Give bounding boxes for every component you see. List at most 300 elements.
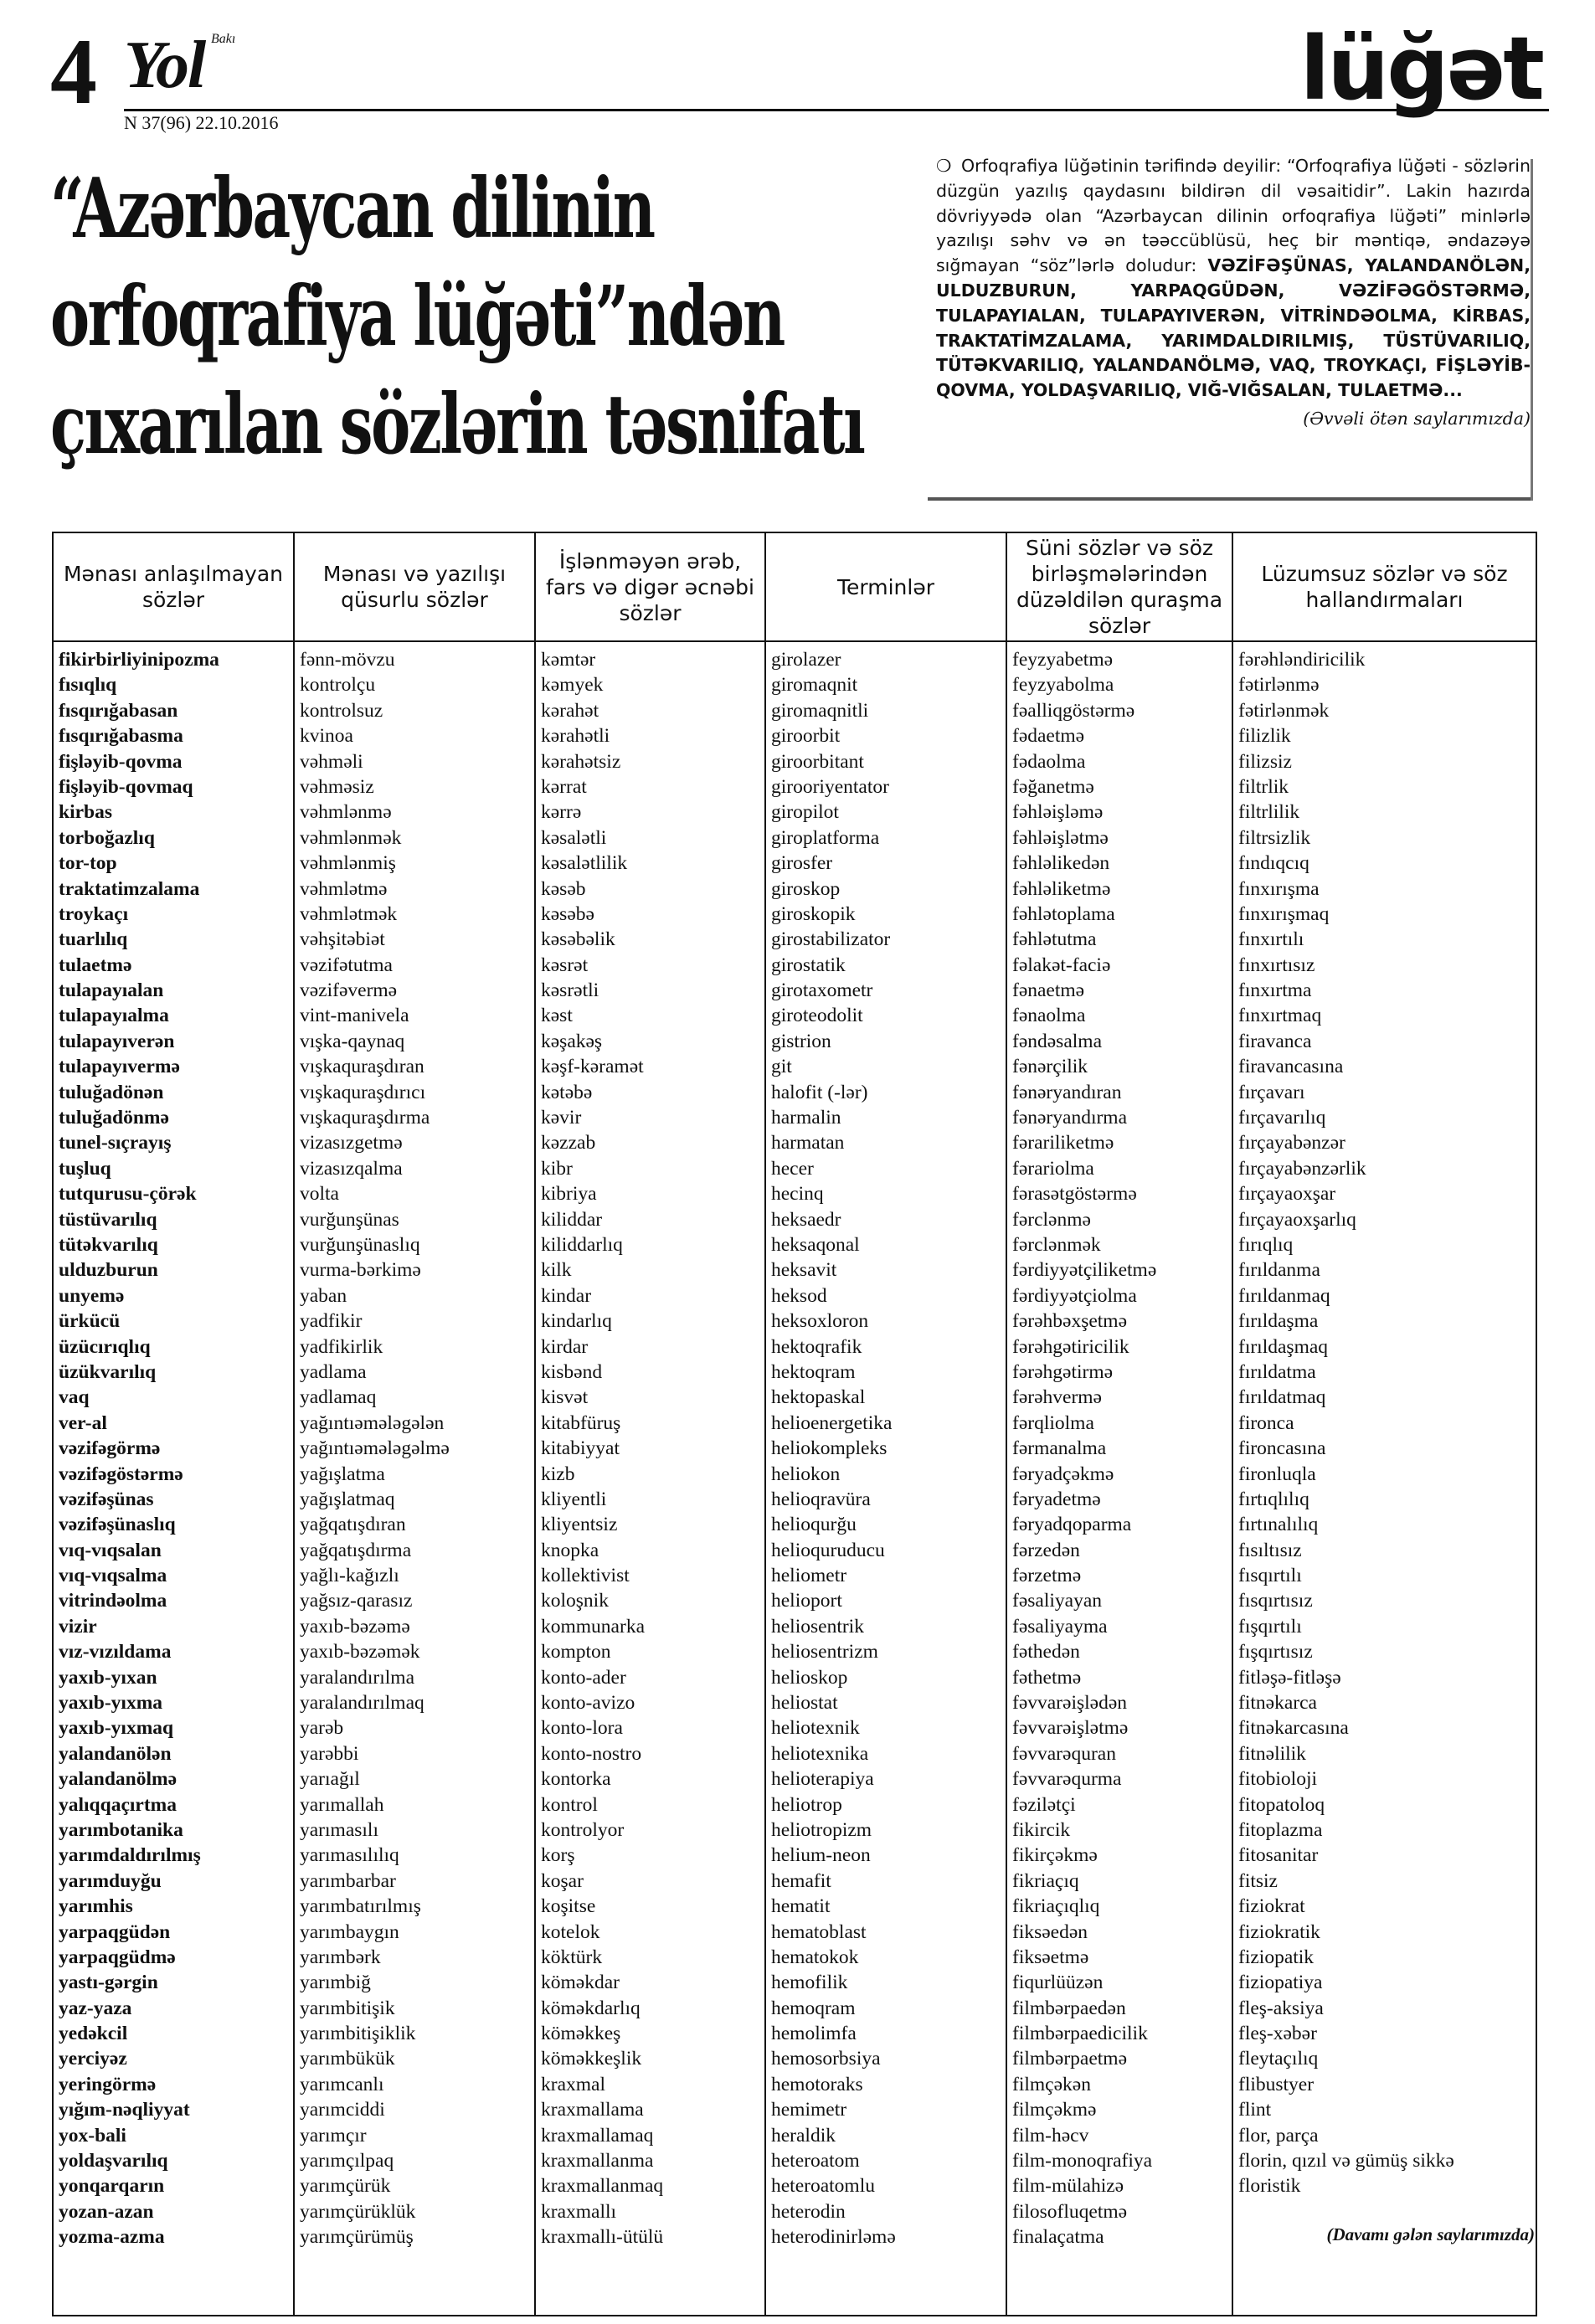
word-item: fərəhbəxşetmə — [1012, 1310, 1128, 1333]
col-cell-4 — [765, 641, 1006, 2316]
word-item: kraxmallanmaq — [541, 2175, 664, 2198]
word-item: tunel-sıçrayış — [59, 1132, 172, 1154]
word-item: vint-manivela — [300, 1005, 409, 1027]
word-item: yadfikirlik — [300, 1335, 383, 1358]
word-item: filtrlilik — [1238, 801, 1300, 824]
word-item: harmalin — [771, 1107, 841, 1129]
word-item: flibustyer — [1238, 2073, 1315, 2095]
word-item: yoldaşvarılıq — [59, 2150, 168, 2172]
word-item: yağlı-kağızlı — [300, 1565, 399, 1587]
col-cell-1 — [53, 641, 294, 2316]
issue-info: N 37(96) 22.10.2016 — [124, 112, 279, 133]
word-item: fərmanalma — [1012, 1437, 1107, 1460]
word-item: fərdiyyətçiliketmə — [1012, 1259, 1157, 1282]
word-item: heliostat — [771, 1692, 838, 1715]
word-item: vıq-vıqsalma — [59, 1565, 167, 1587]
word-item: troykaçı — [59, 902, 129, 925]
word-item: helioqurğu — [771, 1514, 857, 1536]
word-item: vəhməli — [300, 750, 363, 773]
word-item: hemolimfa — [771, 2023, 857, 2045]
word-item: yaxıb-yıxmaq — [59, 1717, 174, 1740]
word-item: fərariolma — [1012, 1157, 1094, 1180]
word-item: helioquruducu — [771, 1539, 885, 1561]
word-item: yarımbitişik — [300, 1997, 395, 2019]
word-item: fəthetmə — [1012, 1666, 1082, 1689]
word-item: yığım-nəqliyyat — [59, 2099, 190, 2121]
word-item: hektopaskal — [771, 1386, 866, 1409]
word-item: knopka — [541, 1539, 599, 1561]
word-list-1 — [59, 647, 288, 2250]
word-item: heksavit — [771, 1259, 837, 1282]
word-item: fırıqlıq — [1238, 1233, 1294, 1256]
word-item: kotelok — [541, 1920, 600, 1943]
word-item: kiliddarlıq — [541, 1233, 623, 1256]
word-item: girostatik — [771, 954, 846, 976]
word-item: vəhməsiz — [300, 775, 374, 798]
word-item: vışkaquraşdıran — [300, 1056, 424, 1078]
word-item: kirdar — [541, 1335, 589, 1358]
word-item: fərzedən — [1012, 1539, 1080, 1561]
word-item: helioskop — [771, 1666, 848, 1689]
word-item: yaban — [300, 1284, 347, 1307]
word-item: heliotrop — [771, 1793, 842, 1816]
word-item: fışqırtılı — [1238, 1615, 1302, 1638]
word-item: yarımciddi — [300, 2099, 385, 2121]
word-item: kəsalətlilik — [541, 852, 628, 875]
word-item: kraxmal — [541, 2073, 605, 2095]
word-item: fiksəetmə — [1012, 1946, 1089, 1968]
word-item: vəhmlətmək — [300, 902, 398, 925]
word-item: fişləyib-qovma — [59, 750, 183, 773]
word-item: yarımbatırılmış — [300, 1895, 421, 1918]
word-item: fəvvarəquran — [1012, 1742, 1116, 1765]
word-item: tulapayıvermə — [59, 1056, 180, 1078]
word-item: florin, qızıl və gümüş sikkə — [1238, 2150, 1454, 2172]
word-item: tuluğadönən — [59, 1081, 164, 1103]
col-cell-2 — [294, 641, 535, 2316]
word-item: fənəryandıran — [1012, 1081, 1122, 1103]
newspaper-logo: Yol — [124, 28, 205, 102]
word-item: filtrlik — [1238, 775, 1289, 798]
word-item: feyzyabetmə — [1012, 649, 1114, 671]
word-item: heterodinirləmə — [771, 2226, 896, 2249]
word-item: yağqatışdırma — [300, 1539, 412, 1561]
word-item: kəsalətli — [541, 826, 607, 849]
word-item: heliosentrik — [771, 1615, 864, 1638]
word-item: fətirlənmə — [1238, 674, 1320, 697]
word-item: fərclənmə — [1012, 1208, 1091, 1231]
word-item: fərəhvermə — [1012, 1386, 1102, 1409]
word-item: fırçayaoxşar — [1238, 1183, 1336, 1206]
word-item: kibr — [541, 1157, 573, 1180]
word-item: fleş-aksiya — [1238, 1997, 1324, 2019]
word-item: fışqırtısız — [1238, 1641, 1313, 1663]
word-item: fınxırtmaq — [1238, 1005, 1322, 1027]
word-item: kərahətli — [541, 725, 610, 748]
word-item: fəvvarəişlətmə — [1012, 1717, 1129, 1740]
word-item: hemimetr — [771, 2099, 847, 2121]
col-cell-3 — [535, 641, 765, 2316]
word-item: kontrolçu — [300, 674, 376, 697]
word-item: kömәkkeş — [541, 2023, 621, 2045]
word-item: fəvvarəişlədən — [1012, 1692, 1128, 1715]
word-item: tulapayıalan — [59, 979, 164, 1002]
word-item: film-monoqrafiya — [1012, 2150, 1153, 2172]
word-item: fəhləişləmə — [1012, 801, 1104, 824]
word-item: yaxıb-bəzəmək — [300, 1641, 420, 1663]
word-item: fəalliqgöstərmə — [1012, 699, 1135, 722]
word-item: fikircik — [1012, 1818, 1071, 1841]
word-item: firavanca — [1238, 1030, 1312, 1052]
table-header-row — [53, 532, 1536, 641]
word-item: fəryadqoparma — [1012, 1514, 1132, 1536]
word-item: kəşakəş — [541, 1030, 603, 1052]
word-item: yarımbitişiklik — [300, 2023, 416, 2045]
word-item: vəzifəgöstərmə — [59, 1463, 183, 1485]
word-item: filosofluqetmə — [1012, 2200, 1128, 2223]
word-item: fırıldanma — [1238, 1259, 1320, 1282]
word-item: fitobioloji — [1238, 1768, 1317, 1791]
headline-line-1: “Azərbaycan dilinin — [50, 161, 654, 257]
word-item: kontrol — [541, 1793, 598, 1816]
intro-signature: (Əvvəli ötən saylarımızda) — [1303, 408, 1531, 429]
word-item: yadfikir — [300, 1310, 363, 1333]
word-item: helium-neon — [771, 1844, 871, 1867]
intro-paragraph — [936, 154, 1531, 432]
intro-side-border — [1531, 159, 1533, 501]
word-item: yağışlatmaq — [300, 1488, 395, 1510]
word-item: fleş-xəbər — [1238, 2023, 1317, 2045]
word-item: feyzyabolma — [1012, 674, 1114, 697]
word-item: giroskopik — [771, 902, 856, 925]
word-item: fırçayaoxşarlıq — [1238, 1208, 1356, 1231]
word-item: vəhşitəbiət — [300, 928, 385, 951]
word-item: yarımbərk — [300, 1946, 381, 1968]
word-item: vışka-qaynaq — [300, 1030, 405, 1052]
word-list-6 — [1238, 647, 1531, 2199]
word-item: harmatan — [771, 1132, 845, 1154]
word-item: filmçəkmə — [1012, 2099, 1097, 2121]
word-item: fısıltısız — [1238, 1539, 1302, 1561]
word-list-4 — [771, 647, 1001, 2250]
word-item: heliotexnik — [771, 1717, 860, 1740]
word-item: tuşluq — [59, 1157, 111, 1180]
word-item: konto-avizo — [541, 1692, 635, 1715]
word-item: yeringörmə — [59, 2073, 157, 2095]
word-item: tulapayıalma — [59, 1005, 169, 1027]
word-list-3 — [541, 647, 759, 2250]
word-item: fısqırtısız — [1238, 1590, 1313, 1612]
col-header-1: Mənası anlaşılmayan sözlər — [53, 532, 294, 641]
word-item: kindar — [541, 1284, 592, 1307]
word-item: yalıqqaçırtma — [59, 1793, 177, 1816]
word-item: kontrolyor — [541, 1818, 625, 1841]
col-cell-6 — [1232, 641, 1536, 2316]
word-item: kindarlıq — [541, 1310, 612, 1333]
word-item: kərrə — [541, 801, 582, 824]
word-item: kömәkdar — [541, 1972, 620, 1994]
words-table — [52, 532, 1537, 2316]
word-item: git — [771, 1056, 792, 1078]
word-item: yağıntıəmələgəlmə — [300, 1437, 450, 1460]
word-item: fəlakət-faciə — [1012, 954, 1111, 976]
headline-line-2: orfoqrafiya lüğəti”ndən — [50, 269, 784, 365]
bullet-icon: ❍ — [936, 156, 952, 176]
word-item: kraxmallama — [541, 2099, 644, 2121]
word-item: kisvət — [541, 1386, 589, 1409]
word-item: vəzifəşünas — [59, 1488, 154, 1510]
word-item: yaxıb-yıxma — [59, 1692, 163, 1715]
word-item: konto-lora — [541, 1717, 623, 1740]
word-item: hemotoraks — [771, 2073, 863, 2095]
word-item: fərəhgətiricilik — [1012, 1335, 1129, 1358]
word-item: tüstüvarılıq — [59, 1208, 157, 1231]
word-item: kəmtər — [541, 649, 596, 671]
word-item: hemafit — [771, 1869, 831, 1892]
word-item: yarımcanlı — [300, 2073, 384, 2095]
word-item: fınxırışmaq — [1238, 902, 1330, 925]
word-item: vurma-bərkimə — [300, 1259, 421, 1282]
word-item: fısqırığabasma — [59, 725, 183, 748]
word-item: fitnəkarca — [1238, 1692, 1317, 1715]
word-item: yarımçır — [300, 2124, 367, 2147]
word-item: fitoplazma — [1238, 1818, 1323, 1841]
word-item: kətəbə — [541, 1081, 593, 1103]
word-item: heteroatomlu — [771, 2175, 875, 2198]
word-item: hemoqram — [771, 1997, 856, 2019]
word-item: filmbərpaetmə — [1012, 2048, 1128, 2070]
word-item: fınxırtılı — [1238, 928, 1304, 951]
word-item: kərahətsiz — [541, 750, 621, 773]
word-item: kəvir — [541, 1107, 582, 1129]
word-item: yalandanölən — [59, 1742, 172, 1765]
word-item: fəsaliyayan — [1012, 1590, 1103, 1612]
word-item: koşar — [541, 1869, 584, 1892]
word-item: yaralandırılma — [300, 1666, 415, 1689]
word-item: fiziopatiya — [1238, 1972, 1323, 1994]
word-item: fəhlətutma — [1012, 928, 1097, 951]
word-item: hecinq — [771, 1183, 824, 1206]
word-item: yox-bali — [59, 2124, 126, 2147]
word-item: helioenergetika — [771, 1411, 893, 1434]
word-item: yarımbarbar — [300, 1869, 396, 1892]
word-item: fırtınalılıq — [1238, 1514, 1319, 1536]
word-item: heliokompleks — [771, 1437, 888, 1460]
word-item: yarpaqgüdən — [59, 1920, 171, 1943]
word-item: flor, parça — [1238, 2124, 1319, 2147]
word-item: konto-ader — [541, 1666, 626, 1689]
word-item: kisbənd — [541, 1360, 603, 1383]
word-item: heksaedr — [771, 1208, 841, 1231]
word-item: tütəkvarılıq — [59, 1233, 158, 1256]
word-item: yadlamaq — [300, 1386, 377, 1409]
word-item: vaq — [59, 1386, 90, 1409]
word-item: fənəryandırma — [1012, 1107, 1128, 1129]
word-item: kəmyek — [541, 674, 604, 697]
word-item: yadlama — [300, 1360, 367, 1383]
word-item: vəhmlətmə — [300, 877, 388, 900]
word-item: kirbas — [59, 801, 112, 824]
word-item: yarəb — [300, 1717, 344, 1740]
col-header-6: Lüzumsuz sözlər və söz hallandırmaları — [1232, 532, 1536, 641]
col-cell-5 — [1006, 641, 1232, 2316]
word-item: fərasətgöstərmə — [1012, 1183, 1137, 1206]
word-item: kəsəb — [541, 877, 586, 900]
word-item: film-mülahizə — [1012, 2175, 1124, 2198]
word-item: hecer — [771, 1157, 814, 1180]
word-item: kiliddar — [541, 1208, 603, 1231]
word-item: helioqravüra — [771, 1488, 871, 1510]
word-item: hematit — [771, 1895, 831, 1918]
word-item: halofit (-lər) — [771, 1081, 868, 1103]
word-item: yarpaqgüdmə — [59, 1946, 176, 1968]
word-item: koşitse — [541, 1895, 596, 1918]
logo-subtitle: Bakı — [211, 32, 236, 46]
word-item: fırıldatmaq — [1238, 1386, 1326, 1409]
word-item: fənaetmə — [1012, 979, 1085, 1002]
word-item: fırçayabənzərlik — [1238, 1157, 1366, 1180]
word-item: finalaçatma — [1012, 2226, 1104, 2249]
word-item: fiziopatik — [1238, 1946, 1315, 1968]
word-item: giroskop — [771, 877, 841, 900]
word-item: yastı-gərgin — [59, 1972, 158, 1994]
word-item: heliometr — [771, 1565, 847, 1587]
word-item: kitabfüruş — [541, 1411, 621, 1434]
word-item: kilk — [541, 1259, 572, 1282]
word-item: fikriaçıqlıq — [1012, 1895, 1100, 1918]
word-item: tor-top — [59, 852, 117, 875]
word-item: yozma-azma — [59, 2226, 165, 2249]
word-item: fiziokrat — [1238, 1895, 1305, 1918]
col-header-2: Mənası və yazılışı qüsurlu sözlər — [294, 532, 535, 641]
word-item: üzücırıqlıq — [59, 1335, 151, 1358]
word-item: filmçəkən — [1012, 2073, 1091, 2095]
word-item: giromaqnitli — [771, 699, 869, 722]
word-item: fınxırışma — [1238, 877, 1320, 900]
word-item: yedəkcil — [59, 2023, 128, 2045]
word-item: vəhmlənmiş — [300, 852, 396, 875]
word-item: fikriaçıq — [1012, 1869, 1079, 1892]
word-item: kompton — [541, 1641, 611, 1663]
word-item: yarımallah — [300, 1793, 384, 1816]
word-item: fiziokratik — [1238, 1920, 1320, 1943]
word-item: fərdiyyətçiolma — [1012, 1284, 1137, 1307]
word-item: vız-vızıldama — [59, 1641, 172, 1663]
word-item: vəzifəgörmə — [59, 1437, 161, 1460]
word-item: yarıağıl — [300, 1768, 360, 1791]
word-item: fərariliketmə — [1012, 1132, 1114, 1154]
word-item: fınxırtma — [1238, 979, 1312, 1002]
word-item: kitabiyyat — [541, 1437, 620, 1460]
word-item: fəzilətçi — [1012, 1793, 1076, 1816]
word-item: tuarlılıq — [59, 928, 128, 951]
word-item: korş — [541, 1844, 575, 1867]
word-item: firavancasına — [1238, 1056, 1344, 1078]
word-item: hektoqrafik — [771, 1335, 862, 1358]
section-title: lüğət — [1299, 18, 1542, 120]
word-item: yarımbaygın — [300, 1920, 399, 1943]
word-item: fısqırığabasan — [59, 699, 178, 722]
word-item: kərahət — [541, 699, 599, 722]
word-item: giroorbitant — [771, 750, 864, 773]
word-item: fitləşə-fitləşə — [1238, 1666, 1341, 1689]
word-item: fikirbirliyinipozma — [59, 649, 219, 671]
word-item: unyemə — [59, 1284, 125, 1307]
word-item: vəzifəvermə — [300, 979, 398, 1002]
word-item: tutqurusu-çörək — [59, 1183, 197, 1206]
word-item: heliotropizm — [771, 1818, 872, 1841]
word-item: kontorka — [541, 1768, 611, 1791]
word-item: yarımbükük — [300, 2048, 395, 2070]
word-item: kömәkdarlıq — [541, 1997, 641, 2019]
word-item: fırıldatma — [1238, 1360, 1316, 1383]
word-item: yağışlatma — [300, 1463, 385, 1485]
word-item: giromaqnit — [771, 674, 858, 697]
intro-text: Orfoqrafiya lüğətinin tərifində deyilir: “Orfoqrafiya lüğəti - sözlərin düzgün yazılış qaydasını bildirən dil vəsaitidir”. Lakin hazırda dövriyyədə olan “Azərbaycan dilinin orfoqrafiya lüğəti” minlərlə yazılışı səhv və ən təəccüblüsü, heç bir məntiqə, əndazəyə sığmayan “söz”lərlə doludur: — [936, 156, 1531, 276]
word-list-5 — [1012, 647, 1227, 2250]
word-item: kəsəbəlik — [541, 928, 615, 951]
word-item: fərəhləndiricilik — [1238, 649, 1366, 671]
word-item: flint — [1238, 2099, 1272, 2121]
word-item: hemosorbsiya — [771, 2048, 881, 2070]
word-item: heliosentrizm — [771, 1641, 878, 1663]
word-item: tulaetmə — [59, 954, 132, 976]
word-item: yaralandırılmaq — [300, 1692, 424, 1715]
intro-bottom-border — [928, 497, 1531, 501]
word-item: koloşnik — [541, 1590, 609, 1612]
word-item: fəthedən — [1012, 1641, 1080, 1663]
word-item: vəhmlənmə — [300, 801, 392, 824]
word-item: fısıqlıq — [59, 674, 117, 697]
word-item: fırıldaşma — [1238, 1310, 1319, 1333]
word-item: vurğunşünaslıq — [300, 1233, 420, 1256]
word-item: giroteodolit — [771, 1005, 863, 1027]
word-item: yerciyəz — [59, 2048, 127, 2070]
word-item: yarımduyğu — [59, 1869, 162, 1892]
word-item: kliyentsiz — [541, 1514, 618, 1536]
word-item: yarımasılılıq — [300, 1844, 399, 1867]
word-item: kəsəbə — [541, 902, 594, 925]
word-item: vizasızqalma — [300, 1157, 403, 1180]
word-item: fənn-mövzu — [300, 649, 395, 671]
table-body-row — [53, 641, 1536, 2316]
word-item: fəndəsalma — [1012, 1030, 1103, 1052]
word-item: fətirlənmək — [1238, 699, 1330, 722]
word-item: yarəbbi — [300, 1742, 359, 1765]
word-item: fitopatoloq — [1238, 1793, 1325, 1816]
word-item: fəğanetmə — [1012, 775, 1094, 798]
word-item: heterodin — [771, 2200, 846, 2223]
word-item: fırtıqlılıq — [1238, 1488, 1309, 1510]
word-item: fərqliolma — [1012, 1411, 1094, 1434]
word-item: filmbərpaedicilik — [1012, 2023, 1148, 2045]
word-item: vəhmlənmək — [300, 826, 402, 849]
word-item: heksod — [771, 1284, 827, 1307]
word-item: helioport — [771, 1590, 842, 1612]
word-item: fəvvarəqurma — [1012, 1768, 1122, 1791]
word-item: fikirçəkmə — [1012, 1844, 1098, 1867]
word-item: heksoxloron — [771, 1310, 869, 1333]
word-item: fərclənmək — [1012, 1233, 1101, 1256]
word-item: vitrindəolma — [59, 1590, 167, 1612]
word-item: kəst — [541, 1005, 573, 1027]
word-item: fitsiz — [1238, 1869, 1278, 1892]
word-item: fısqırtılı — [1238, 1565, 1302, 1587]
word-item: kontrolsuz — [300, 699, 383, 722]
word-item: kraxmallamaq — [541, 2124, 654, 2147]
word-item: kraxmallı-ütülü — [541, 2226, 664, 2249]
word-item: fındıqcıq — [1238, 852, 1309, 875]
